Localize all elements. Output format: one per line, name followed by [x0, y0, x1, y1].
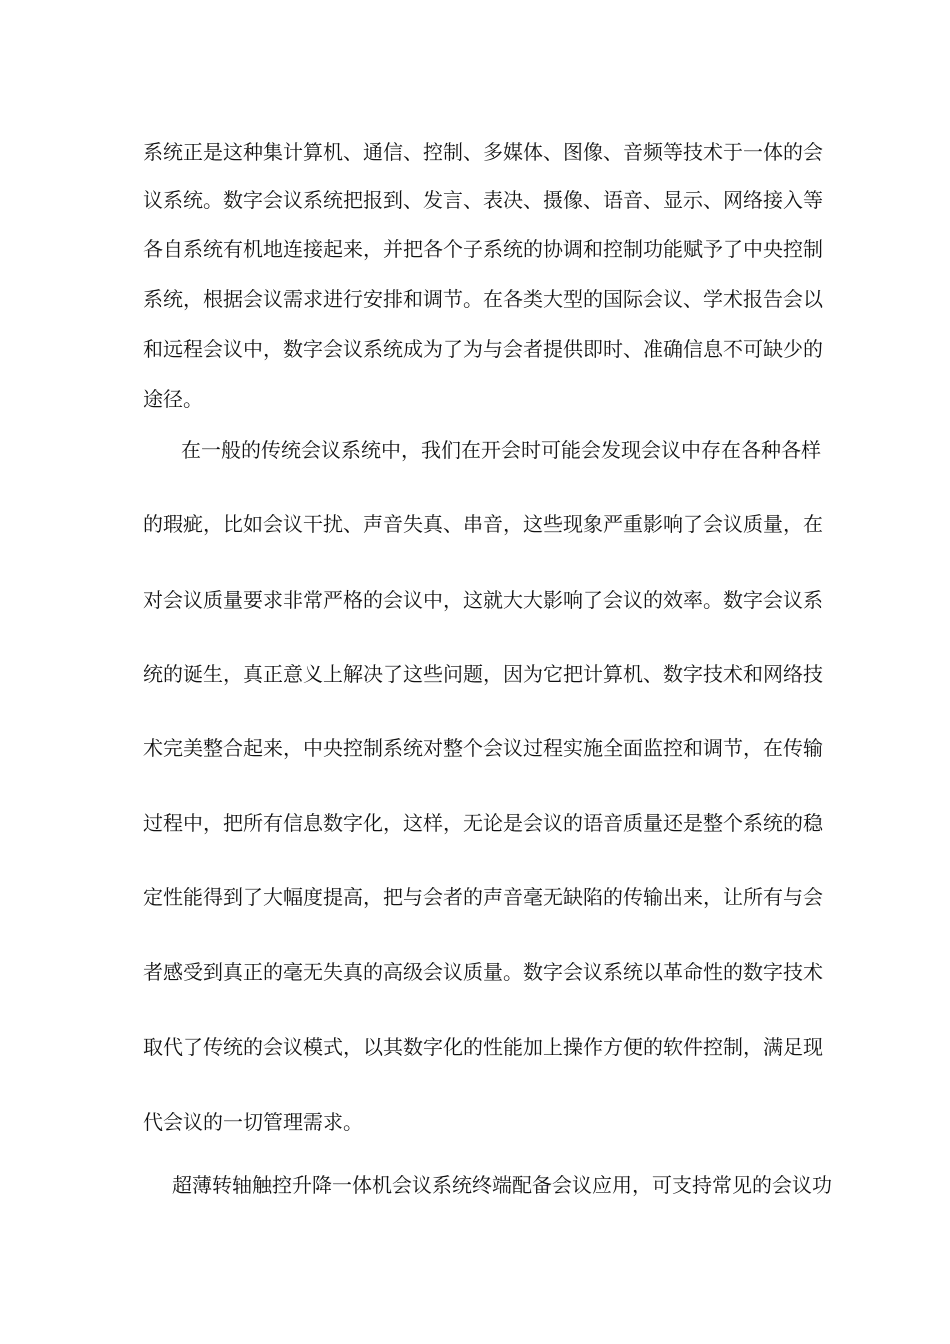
- paragraph-2-line-5: 术完美整合起来，中央控制系统对整个会议过程实施全面监控和调节，在传输: [143, 736, 823, 760]
- paragraph-2-line-8: 者感受到真正的毫无失真的高级会议质量。数字会议系统以革命性的数字技术: [143, 960, 823, 984]
- paragraph-2-line-3: 对会议质量要求非常严格的会议中，这就大大影响了会议的效率。数字会议系: [143, 588, 823, 612]
- paragraph-1-line-4: 系统，根据会议需求进行安排和调节。在各类大型的国际会议、学术报告会以: [143, 287, 823, 311]
- paragraph-1-line-1: 系统正是这种集计算机、通信、控制、多媒体、图像、音频等技术于一体的会: [143, 140, 823, 164]
- paragraph-1-line-5: 和远程会议中，数字会议系统成为了为与会者提供即时、准确信息不可缺少的: [143, 337, 823, 361]
- paragraph-2-line-7: 定性能得到了大幅度提高，把与会者的声音毫无缺陷的传输出来，让所有与会: [143, 885, 823, 909]
- paragraph-2-line-1: 在一般的传统会议系统中，我们在开会时可能会发现会议中存在各种各样: [181, 438, 821, 462]
- paragraph-1-line-3: 各自系统有机地连接起来，并把各个子系统的协调和控制功能赋予了中央控制: [143, 237, 823, 261]
- paragraph-2-line-2: 的瑕疵，比如会议干扰、声音失真、串音，这些现象严重影响了会议质量，在: [143, 512, 823, 536]
- paragraph-2-line-6: 过程中，把所有信息数字化，这样，无论是会议的语音质量还是整个系统的稳: [143, 811, 823, 835]
- paragraph-3-line-1: 超薄转轴触控升降一体机会议系统终端配备会议应用，可支持常见的会议功: [172, 1173, 832, 1197]
- paragraph-1-line-6: 途径。: [143, 387, 203, 411]
- paragraph-2-line-10: 代会议的一切管理需求。: [143, 1110, 363, 1134]
- paragraph-2-line-4: 统的诞生，真正意义上解决了这些问题，因为它把计算机、数字技术和网络技: [143, 662, 823, 686]
- paragraph-2-line-9: 取代了传统的会议模式，以其数字化的性能加上操作方便的软件控制，满足现: [143, 1035, 823, 1059]
- paragraph-1-line-2: 议系统。数字会议系统把报到、发言、表决、摄像、语音、显示、网络接入等: [143, 188, 823, 212]
